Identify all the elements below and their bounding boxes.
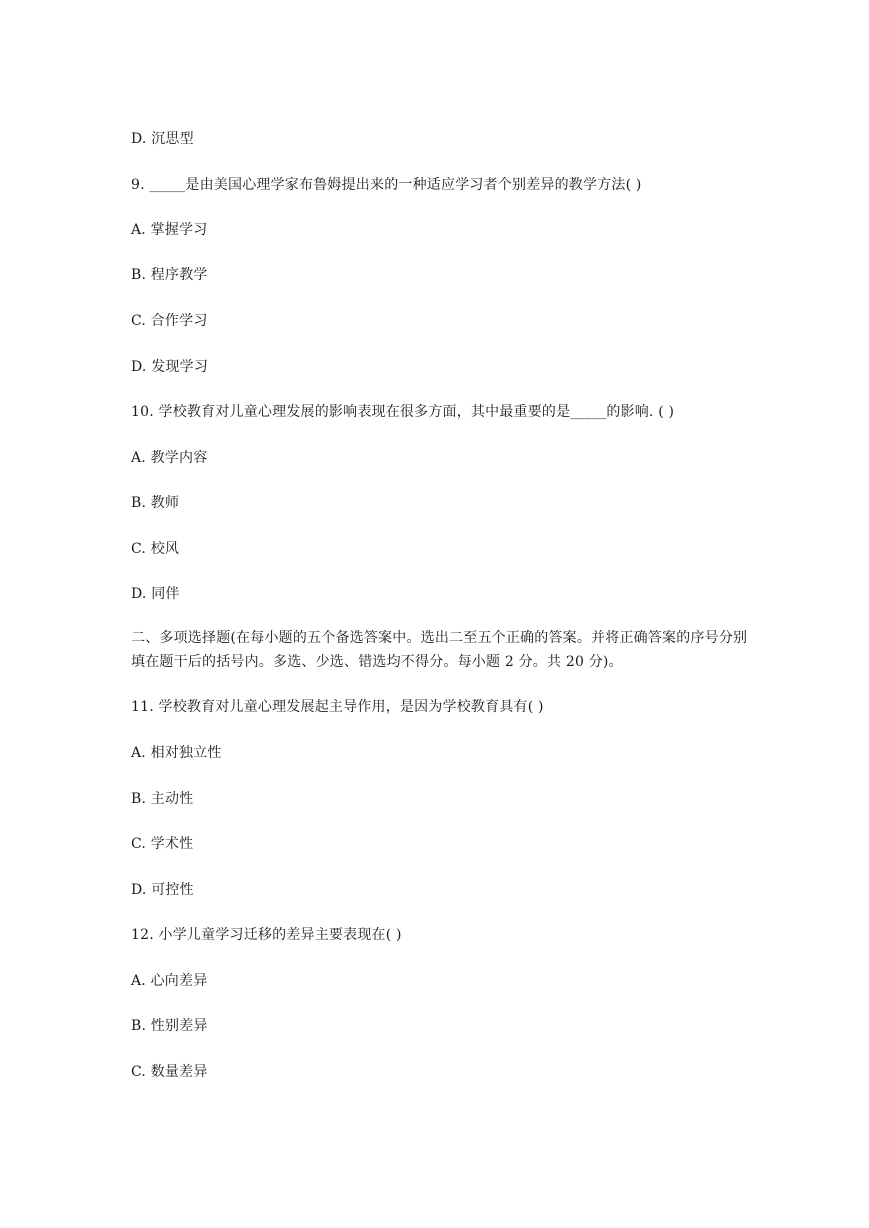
question-10: 10. 学校教育对儿童心理发展的影响表现在很多方面，其中最重要的是_____的影响. ( ) <box>131 404 675 420</box>
option-b-q9: B. 程序教学 <box>131 267 208 283</box>
question-11: 11. 学校教育对儿童心理发展起主导作用，是因为学校教育具有( ) <box>131 699 544 715</box>
option-a-q11: A. 相对独立性 <box>131 745 222 761</box>
option-d-q10: D. 同伴 <box>131 586 180 602</box>
option-d-q11: D. 可控性 <box>131 882 194 898</box>
option-b-q11: B. 主动性 <box>131 791 194 807</box>
question-12: 12. 小学儿童学习迁移的差异主要表现在( ) <box>131 927 402 943</box>
option-a-q10: A. 教学内容 <box>131 450 208 466</box>
question-9: 9. _____是由美国心理学家布鲁姆提出来的一种适应学习者个别差异的教学方法( ) <box>131 177 642 193</box>
option-c-q12: C. 数量差异 <box>131 1064 208 1080</box>
option-c-q10: C. 校风 <box>131 541 180 557</box>
option-d-q8: D. 沉思型 <box>131 131 194 147</box>
option-a-q12: A. 心向差异 <box>131 973 208 989</box>
option-d-q9: D. 发现学习 <box>131 359 209 375</box>
option-a-q9: A. 掌握学习 <box>131 222 208 238</box>
option-b-q12: B. 性别差异 <box>131 1018 208 1034</box>
option-b-q10: B. 教师 <box>131 495 180 511</box>
option-c-q11: C. 学术性 <box>131 836 194 852</box>
section-heading-multiple-choice: 二、多项选择题(在每小题的五个备选答案中。选出二至五个正确的答案。并将正确答案的序号分别填在题干后的括号内。多选、少选、错选均不得分。每小题 2 分。共 20 分)。 <box>131 630 748 670</box>
option-c-q9: C. 合作学习 <box>131 313 208 329</box>
